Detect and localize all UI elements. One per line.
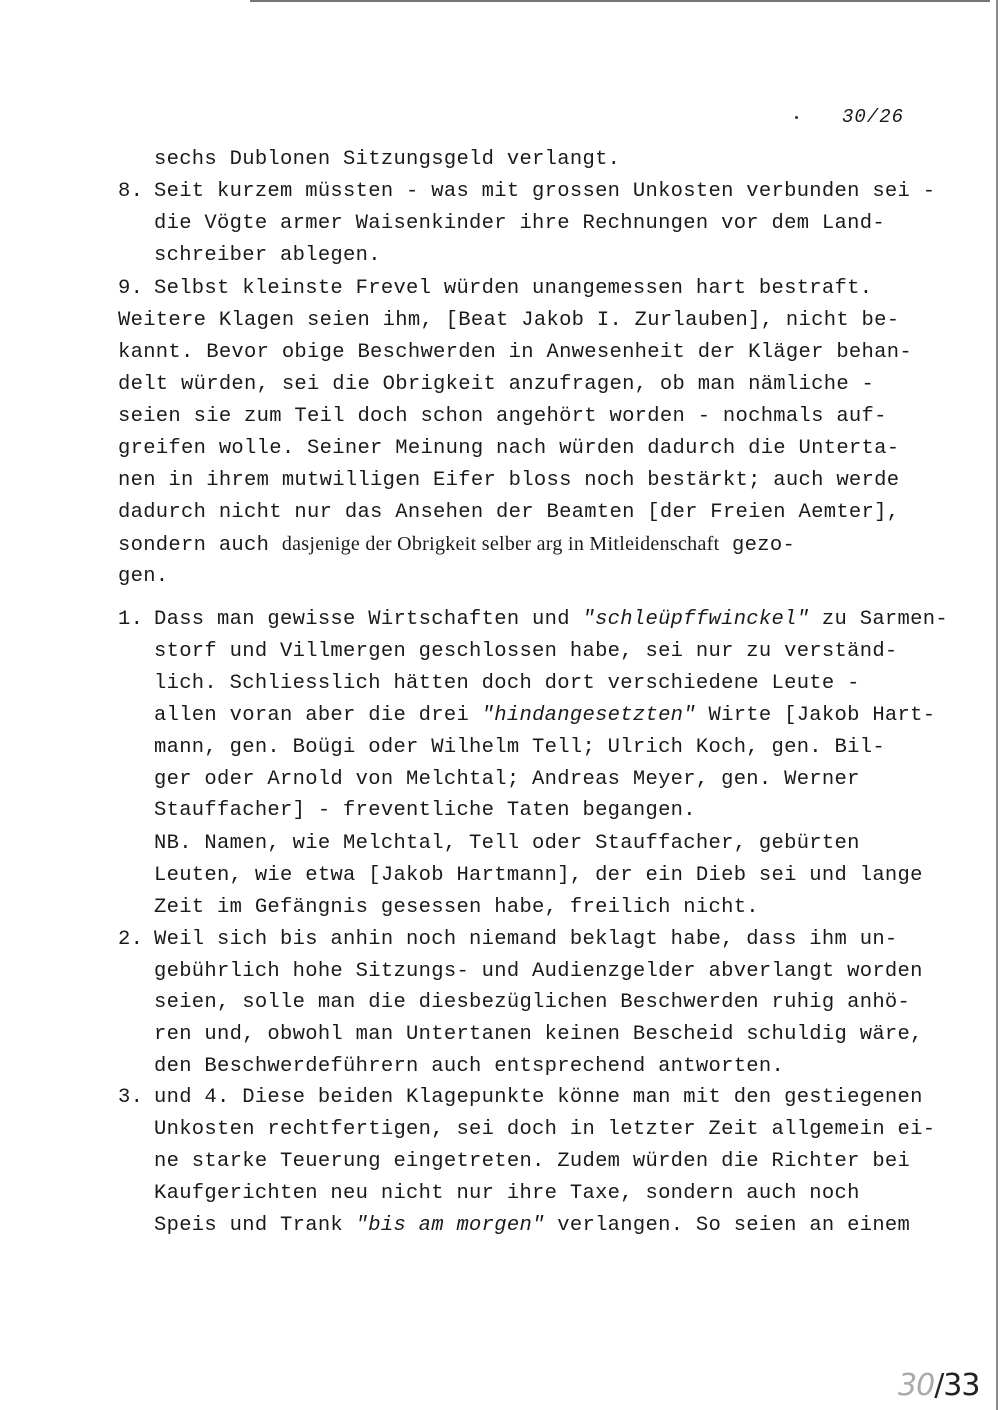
text-run: allen voran aber die drei	[154, 704, 482, 727]
text-line: Kaufgerichten neu nicht nur ihre Taxe, sondern auch noch	[154, 1182, 860, 1205]
list-number: 1.	[118, 608, 144, 631]
text-line	[154, 706, 935, 727]
top-edge-rule	[250, 0, 990, 2]
text-line: und 4. Diese beiden Klagepunkte könne man mit den gestiegenen	[154, 1086, 923, 1109]
list-number: 9.	[118, 277, 144, 300]
text-line: Weitere Klagen seien ihm, [Beat Jakob I. Zurlauben], nicht be-	[118, 309, 900, 332]
right-edge-rule	[996, 0, 998, 1410]
text-line: ren und, obwohl man Untertanen keinen Bescheid schuldig wäre,	[154, 1023, 923, 1046]
text-line: Unkosten rechtfertigen, sei doch in letzter Zeit allgemein ei-	[154, 1118, 936, 1141]
note-line: NB. Namen, wie Melchtal, Tell oder Stauffacher, gebürten	[154, 832, 860, 855]
text-line: den Beschwerdeführern auch entsprechend antworten.	[154, 1055, 785, 1078]
text-line: Selbst kleinste Frevel würden unangemessen hart bestraft.	[154, 277, 873, 300]
text-line: seien, solle man die diesbezüglichen Beschwerden ruhig anhö-	[154, 991, 911, 1014]
text-line: gen.	[118, 565, 169, 588]
text-line: sechs Dublonen Sitzungsgeld verlangt.	[154, 148, 621, 171]
text-line: storf und Villmergen geschlossen habe, sei nur zu verständ-	[154, 640, 898, 663]
note-line: Leuten, wie etwa [Jakob Hartmann], der ein Dieb sei und lange	[154, 864, 923, 887]
text-line: schreiber ablegen.	[154, 244, 381, 267]
text-line	[118, 534, 795, 557]
text-run-proportional: dasjenige der Obrigkeit selber arg in Mitleidenschaft	[281, 533, 720, 555]
text-line: greifen wolle. Seiner Meinung nach würden dadurch die Unterta-	[118, 437, 900, 460]
text-line: mann, gen. Boügi oder Wilhelm Tell; Ulrich Koch, gen. Bil-	[154, 736, 885, 759]
text-run: gezo-	[719, 534, 796, 557]
text-line: delt würden, sei die Obrigkeit anzufragen, ob man nämliche -	[118, 373, 875, 396]
text-line: lich. Schliesslich hätten doch dort verschiedene Leute -	[154, 672, 860, 695]
text-line: Seit kurzem müssten - was mit grossen Unkosten verbunden sei -	[154, 180, 936, 203]
text-run: Wirte [Jakob Hart-	[695, 704, 936, 727]
folio-stamp	[898, 1368, 979, 1403]
folio-stamp-faint: 30	[898, 1368, 935, 1403]
text-line: ger oder Arnold von Melchtal; Andreas Meyer, gen. Werner	[154, 768, 860, 791]
text-run: Dass man gewisse Wirtschaften und	[154, 608, 583, 631]
text-line: die Vögte armer Waisenkinder ihre Rechnungen vor dem Land-	[154, 212, 885, 235]
text-run: Speis und Trank	[154, 1214, 356, 1237]
text-run: sondern auch	[118, 534, 282, 557]
italic-quote: "schleüpffwinckel"	[582, 608, 810, 631]
italic-quote: "hindangesetzten"	[481, 704, 696, 727]
text-line: Weil sich bis anhin noch niemand beklagt habe, dass ihm un-	[154, 928, 898, 951]
ink-dot	[795, 116, 798, 119]
text-line: seien sie zum Teil doch schon angehört worden - nochmals auf-	[118, 405, 887, 428]
text-run: verlangen. So seien an einem	[544, 1214, 911, 1237]
text-run: zu Sarmen-	[809, 608, 948, 631]
text-line: gebührlich hohe Sitzungs- und Audienzgelder abverlangt worden	[154, 960, 923, 983]
text-line: nen in ihrem mutwilligen Eifer bloss noch bestärkt; auch werde	[118, 469, 900, 492]
note-line: Zeit im Gefängnis gesessen habe, freilich nicht.	[154, 896, 759, 919]
text-line: dadurch nicht nur das Ansehen der Beamten [der Freien Aemter],	[118, 501, 900, 524]
list-number: 8.	[118, 180, 144, 203]
text-line	[154, 610, 948, 631]
text-line: Stauffacher] - freventliche Taten begangen.	[154, 799, 696, 822]
text-line	[154, 1216, 910, 1237]
text-line: kannt. Bevor obige Beschwerden in Anwesenheit der Kläger behan-	[118, 341, 912, 364]
list-number: 2.	[118, 928, 144, 951]
list-number: 3.	[118, 1086, 144, 1109]
folio-stamp-main: /33	[934, 1368, 980, 1403]
text-line: ne starke Teuerung eingetreten. Zudem würden die Richter bei	[154, 1150, 911, 1173]
page-reference: 30/26	[842, 106, 905, 128]
italic-quote: "bis am morgen"	[355, 1214, 545, 1237]
